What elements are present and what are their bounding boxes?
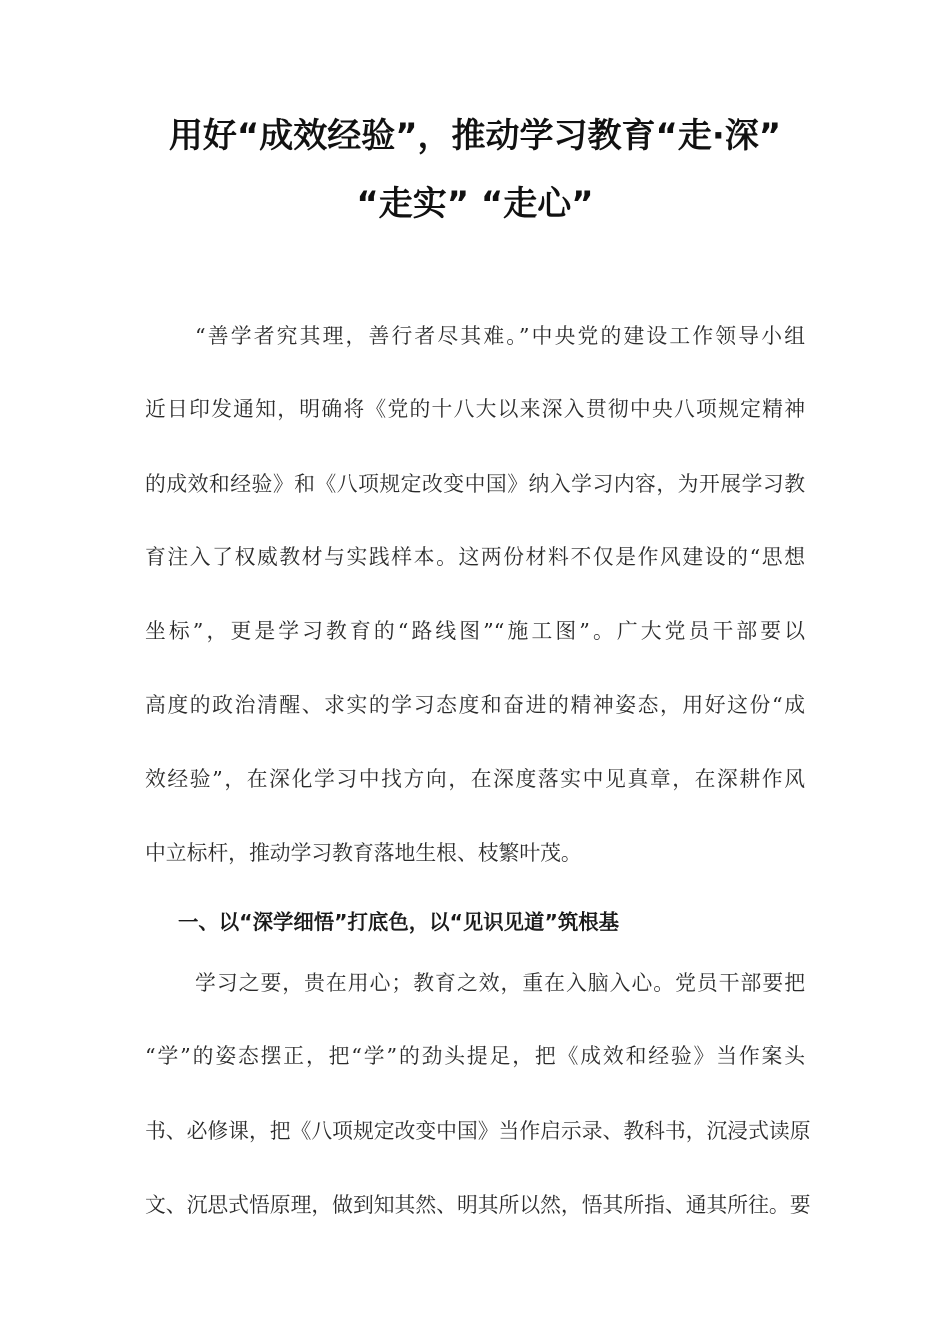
document-title-line-2: “走实” “走心”: [356, 184, 594, 224]
paragraph-1-line: “善学者究其理，善行者尽其难。”中央党的建设工作领导小组: [195, 324, 805, 348]
paragraph-2-line: “学”的姿态摆正，把“学”的劲头提足，把《成效和经验》当作案头: [145, 1044, 805, 1068]
paragraph-1-line: 中立标杆，推动学习教育落地生根、枝繁叶茂。: [145, 841, 582, 865]
paragraph-1-line: 高度的政治清醒、求实的学习态度和奋进的精神姿态，用好这份“成: [145, 693, 805, 717]
paragraph-1-line: 近日印发通知，明确将《党的十八大以来深入贯彻中央八项规定精神: [145, 397, 805, 421]
section-heading-1: 一、以“深学细悟”打底色，以“见识见道”筑根基: [178, 910, 620, 934]
paragraph-1-line: 坐标”，更是学习教育的“路线图”“施工图”。广大党员干部要以: [145, 619, 805, 643]
document-title-line-1: 用好“成效经验”，推动学习教育“走·深”: [168, 116, 782, 156]
paragraph-1-line: 效经验”，在深化学习中找方向，在深度落实中见真章，在深耕作风: [145, 767, 805, 791]
paragraph-2-line: 文、沉思式悟原理，做到知其然、明其所以然，悟其所指、通其所往。要: [145, 1193, 811, 1217]
paragraph-1-line: 的成效和经验》和《八项规定改变中国》纳入学习内容，为开展学习教: [145, 472, 805, 496]
paragraph-2-line: 书、必修课，把《八项规定改变中国》当作启示录、教科书，沉浸式读原: [145, 1119, 811, 1143]
paragraph-2-line: 学习之要，贵在用心；教育之效，重在入脑入心。党员干部要把: [195, 971, 805, 995]
paragraph-1-line: 育注入了权威教材与实践样本。这两份材料不仅是作风建设的“思想: [145, 545, 805, 569]
